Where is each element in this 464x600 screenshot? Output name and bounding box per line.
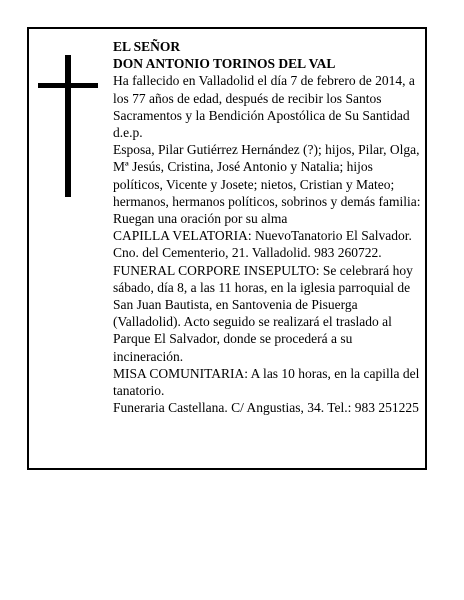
wake-chapel-info: CAPILLA VELATORIA: NuevoTanatorio El Salvador. Cno. del Cementerio, 21. Valladolid. 983 260722. [113, 228, 412, 261]
death-announcement: Ha fallecido en Valladolid el día 7 de febrero de 2014, a los 77 años de edad, después de recibir los Santos Sacramentos y la Bendición Apostólica de Su Santidad d.e.p. [113, 73, 415, 141]
community-mass-info: MISA COMUNITARIA: A las 10 horas, en la capilla del tanatorio. [113, 365, 420, 399]
cross-vertical-bar [65, 55, 71, 197]
cross-icon [38, 55, 98, 197]
deceased-name: DON ANTONIO TORINOS DEL VAL [113, 56, 336, 72]
cross-horizontal-bar [38, 83, 98, 88]
family-list: Esposa, Pilar Gutiérrez Hernández (?); hijos, Pilar, Olga, Mª Jesús, Cristina, José Antonio y Natalia; hijos políticos, Vicente y Josete; nietos, Cristian y Mateo; hermanos, hermanos políticos, sobrinos y demás familia: [113, 142, 421, 209]
notice-text [113, 38, 423, 416]
funeral-info: FUNERAL CORPORE INSEPULTO: Se celebrará hoy sábado, día 8, a las 11 horas, en la iglesia parroquial de San Juan Bautista, en Santovenia de Pisuerga (Valladolid). Acto seguido se realizará el traslado al Parque El Salvador, donde se procederá a su incineración. [113, 262, 413, 364]
funeral-home-info: Funeraria Castellana. C/ Angustias, 34. Tel.: 983 251225 [113, 400, 419, 416]
prayer-request: Ruegan una oración por su alma [113, 211, 288, 227]
notice-heading-title: EL SEÑOR [113, 39, 181, 54]
